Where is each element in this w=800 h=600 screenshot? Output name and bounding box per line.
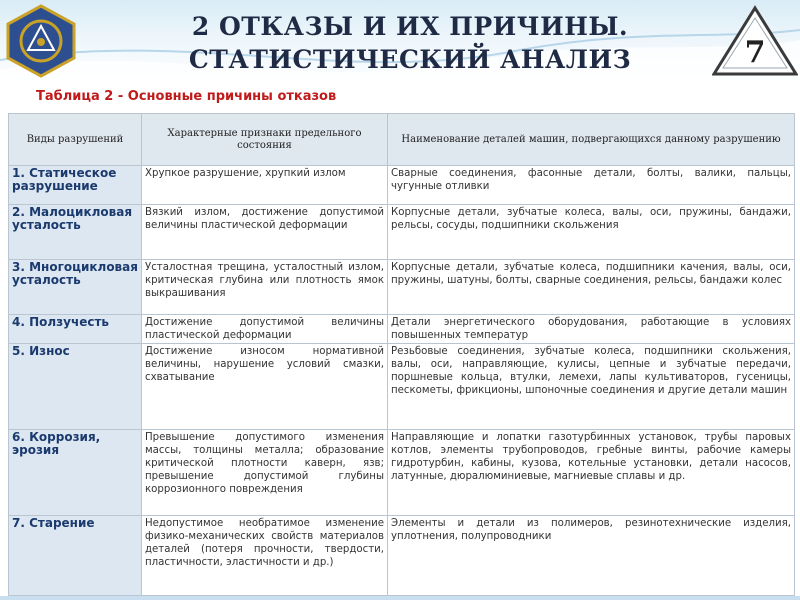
row-kind: 6. Коррозия, эрозия [9,430,142,516]
failure-causes-table [8,113,795,596]
column-header-parts: Наименование деталей машин, подвергающихся данному разрушению [388,114,795,166]
row-parts: Корпусные детали, зубчатые колеса, валы, оси, пружины, бандажи, рельсы, сосуды, подшипники скольжения [388,205,795,260]
row-sign: Вязкий излом, достижение допустимой величины пластической деформации [142,205,388,260]
table-row [9,344,795,430]
row-sign: Достижение износом нормативной величины, нарушение условий смазки, схватывание [142,344,388,430]
column-header-kind: Виды разрушений [9,114,142,166]
table-header-row [9,114,795,166]
table-row [9,260,795,315]
table-row [9,315,795,344]
row-parts: Резьбовые соединения, зубчатые колеса, подшипники скольжения, валы, оси, направляющие, кулисы, цепные и зубчатые передачи, поршневые кольца, втулки, лемехи, лапы культиваторов, гусеницы, пескометы, фрикционы, шпоночные соединения и другие детали машин [388,344,795,430]
row-kind: 3. Многоцикловая усталость [9,260,142,315]
university-logo-icon [4,4,78,78]
row-sign: Хрупкое разрушение, хрупкий излом [142,166,388,205]
row-parts: Корпусные детали, зубчатые колеса, подшипники качения, валы, оси, пружины, шатуны, болты, сварные соединения, рельсы, бандажи колес [388,260,795,315]
table-caption: Таблица 2 - Основные причины отказов [36,89,337,104]
column-header-sign: Характерные признаки предельного состояния [142,114,388,166]
table-row [9,166,795,205]
row-kind: 5. Износ [9,344,142,430]
row-parts: Направляющие и лопатки газотурбинных установок, трубы паровых котлов, элементы трубопроводов, гребные винты, рабочие камеры гидротурбин, кабины, кузова, котельные установки, детали насосов, латунные, дюралюминиевые, магниевые сплавы и др. [388,430,795,516]
row-kind: 2. Малоцикловая усталость [9,205,142,260]
row-kind: 4. Ползучесть [9,315,142,344]
table-row [9,516,795,596]
row-sign: Достижение допустимой величины пластической деформации [142,315,388,344]
row-sign: Недопустимое необратимое изменение физико-механических свойств материалов деталей (потеря прочности, твердости, пластичности, эластичности и др.) [142,516,388,596]
row-sign: Усталостная трещина, усталостный излом, критическая глубина или плотность ямок выкрашивания [142,260,388,315]
row-parts: Сварные соединения, фасонные детали, болты, валики, пальцы, чугунные отливки [388,166,795,205]
slide-number: 7 [744,35,766,70]
slide-title-line1: 2 ОТКАЗЫ И ИХ ПРИЧИНЫ. [191,12,629,41]
slide-title-line2: СТАТИСТИЧЕСКИЙ АНАЛИЗ [188,45,632,74]
row-parts: Детали энергетического оборудования, работающие в условиях повышенных температур [388,315,795,344]
row-parts: Элементы и детали из полимеров, резинотехнические изделия, уплотнения, полупроводники [388,516,795,596]
row-kind: 7. Старение [9,516,142,596]
table-row [9,430,795,516]
row-sign: Превышение допустимого изменения массы, толщины металла; образование критической плотности каверн, язв; превышение допустимой глубины коррозионного повреждения [142,430,388,516]
bottom-stripe [0,596,800,600]
slide-number-badge [712,4,798,78]
row-kind: 1. Статическое разрушение [9,166,142,205]
slide-title [170,10,650,76]
table-row [9,205,795,260]
